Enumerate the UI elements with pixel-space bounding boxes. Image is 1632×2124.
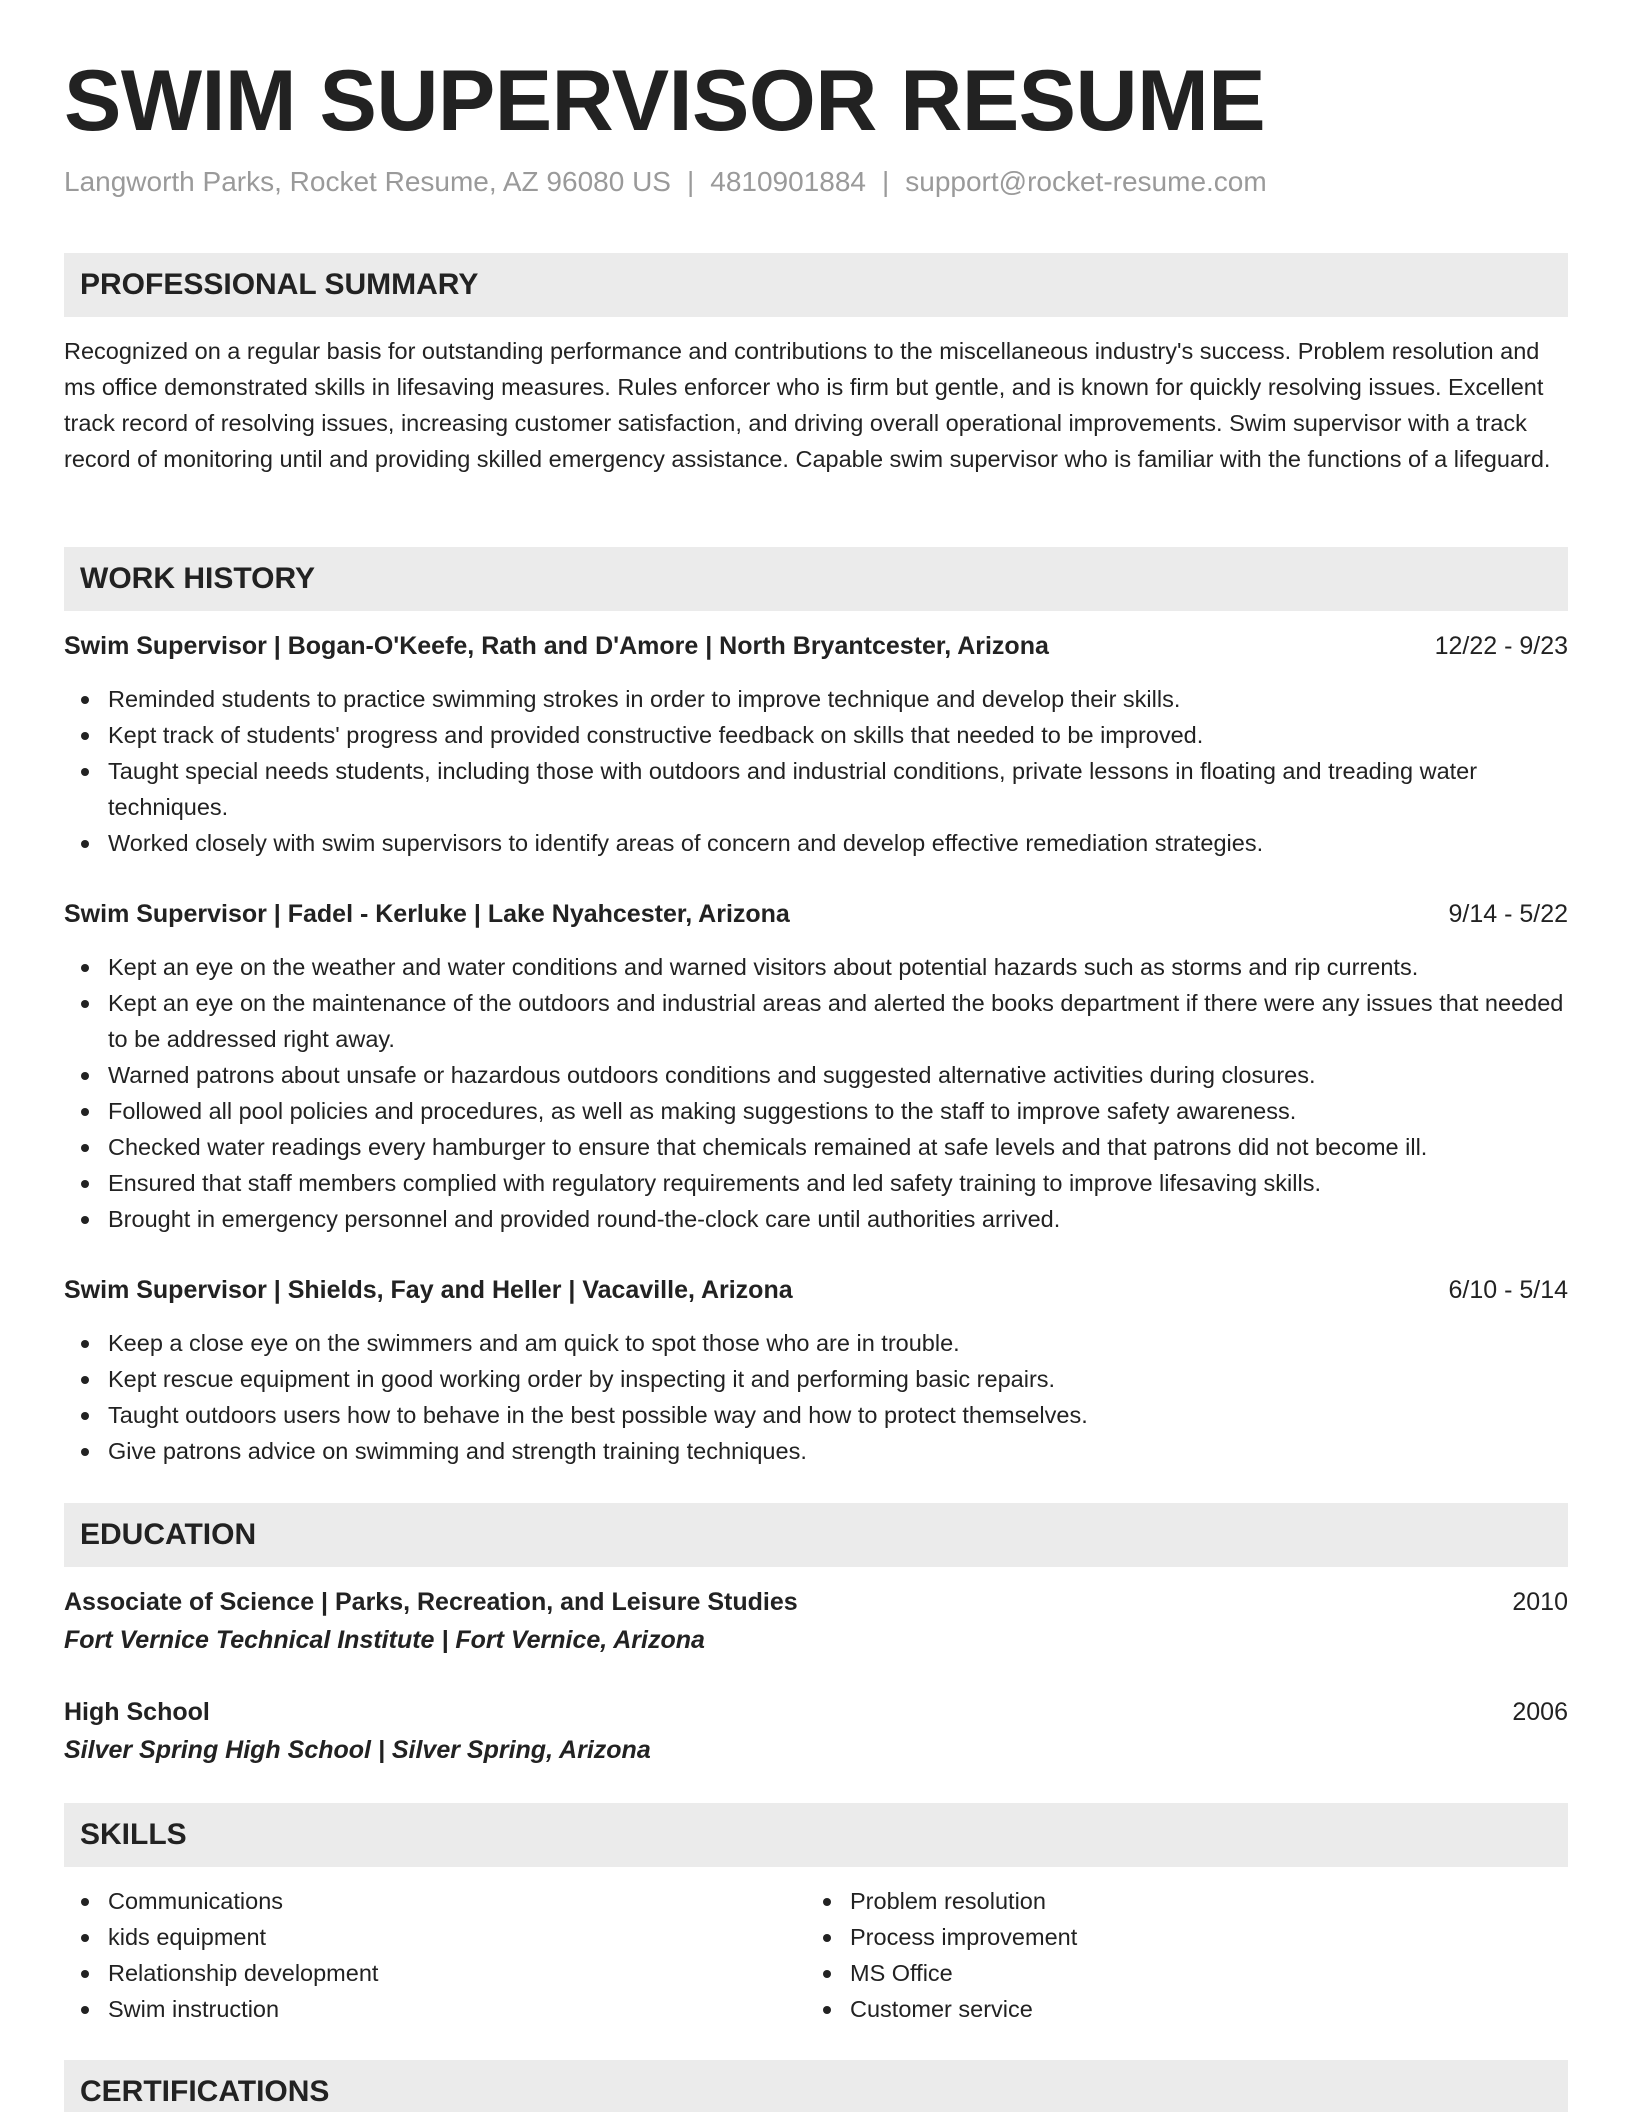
list-item: Problem resolution	[806, 1883, 1506, 1919]
list-item: kids equipment	[64, 1919, 764, 1955]
list-item: Taught special needs students, including those with outdoors and industrial conditions, private lessons in floating and treading water techniques.	[64, 753, 1568, 825]
job-dates: 12/22 - 9/23	[1434, 632, 1568, 660]
section-heading-skills: SKILLS	[64, 1803, 1568, 1867]
job-title: Swim Supervisor | Fadel - Kerluke | Lake Nyahcester, Arizona	[64, 900, 790, 928]
job-title: Swim Supervisor | Bogan-O'Keefe, Rath and D'Amore | North Bryantcester, Arizona	[64, 632, 1049, 660]
section-heading-certifications: CERTIFICATIONS	[64, 2060, 1568, 2112]
list-item: Communications	[64, 1883, 764, 1919]
contact-line	[64, 168, 1267, 196]
list-item: Warned patrons about unsafe or hazardous outdoors conditions and suggested alternative activities during closures.	[64, 1057, 1568, 1093]
list-item: Process improvement	[806, 1919, 1506, 1955]
contact-address: Langworth Parks, Rocket Resume, AZ 96080 US	[64, 166, 671, 197]
list-item: MS Office	[806, 1955, 1506, 1991]
education-year: 2010	[1512, 1588, 1568, 1616]
list-item: Swim instruction	[64, 1991, 764, 2027]
job-title: Swim Supervisor | Shields, Fay and Heller | Vacaville, Arizona	[64, 1276, 793, 1304]
list-item: Worked closely with swim supervisors to identify areas of concern and develop effective remediation strategies.	[64, 825, 1568, 861]
job-dates: 6/10 - 5/14	[1448, 1276, 1568, 1304]
education-degree: Associate of Science | Parks, Recreation, and Leisure Studies	[64, 1588, 798, 1616]
education-header	[64, 1584, 1568, 1620]
list-item: Followed all pool policies and procedures, as well as making suggestions to the staff to improve safety awareness.	[64, 1093, 1568, 1129]
job-bullets	[64, 1325, 1568, 1469]
education-degree: High School	[64, 1698, 210, 1726]
section-heading-education: EDUCATION	[64, 1503, 1568, 1567]
job-header	[64, 628, 1568, 664]
education-year: 2006	[1512, 1698, 1568, 1726]
education-school: Silver Spring High School | Silver Spring, Arizona	[64, 1736, 651, 1764]
job-dates: 9/14 - 5/22	[1448, 900, 1568, 928]
skills-list-left	[64, 1883, 764, 2027]
section-heading-work-history: WORK HISTORY	[64, 547, 1568, 611]
skills-list-right	[806, 1883, 1506, 2027]
education-school: Fort Vernice Technical Institute | Fort Vernice, Arizona	[64, 1626, 705, 1654]
list-item: Kept track of students' progress and provided constructive feedback on skills that needed to be improved.	[64, 717, 1568, 753]
list-item: Checked water readings every hamburger to ensure that chemicals remained at safe levels and that patrons did not become ill.	[64, 1129, 1568, 1165]
list-item: Kept rescue equipment in good working order by inspecting it and performing basic repairs.	[64, 1361, 1568, 1397]
job-header	[64, 896, 1568, 932]
list-item: Customer service	[806, 1991, 1506, 2027]
education-header	[64, 1694, 1568, 1730]
contact-email: support@rocket-resume.com	[905, 166, 1267, 197]
list-item: Ensured that staff members complied with regulatory requirements and led safety training to improve lifesaving skills.	[64, 1165, 1568, 1201]
list-item: Give patrons advice on swimming and strength training techniques.	[64, 1433, 1568, 1469]
contact-separator: |	[881, 166, 890, 197]
list-item: Kept an eye on the weather and water conditions and warned visitors about potential hazards such as storms and rip currents.	[64, 949, 1568, 985]
job-bullets	[64, 681, 1568, 861]
contact-phone: 4810901884	[710, 166, 866, 197]
job-bullets	[64, 949, 1568, 1237]
contact-separator: |	[686, 166, 695, 197]
job-header	[64, 1272, 1568, 1308]
list-item: Kept an eye on the maintenance of the outdoors and industrial areas and alerted the books department if there were any issues that needed to be addressed right away.	[64, 985, 1568, 1057]
list-item: Relationship development	[64, 1955, 764, 1991]
list-item: Brought in emergency personnel and provided round-the-clock care until authorities arrived.	[64, 1201, 1568, 1237]
list-item: Reminded students to practice swimming strokes in order to improve technique and develop their skills.	[64, 681, 1568, 717]
summary-text: Recognized on a regular basis for outstanding performance and contributions to the miscellaneous industry's success. Problem resolution and ms office demonstrated skills in lifesaving measures. Rules enforcer who is firm but gentle, and is known for quickly resolving issues. Excellent track record of resolving issues, increasing customer satisfaction, and driving overall operational improvements. Swim supervisor with a track record of monitoring until and providing skilled emergency assistance. Capable swim supervisor who is familiar with the functions of a lifeguard.	[64, 338, 1551, 472]
section-heading-summary: PROFESSIONAL SUMMARY	[64, 253, 1568, 317]
list-item: Keep a close eye on the swimmers and am quick to spot those who are in trouble.	[64, 1325, 1568, 1361]
resume-title: SWIM SUPERVISOR RESUME	[64, 53, 1266, 149]
list-item: Taught outdoors users how to behave in the best possible way and how to protect themselves.	[64, 1397, 1568, 1433]
